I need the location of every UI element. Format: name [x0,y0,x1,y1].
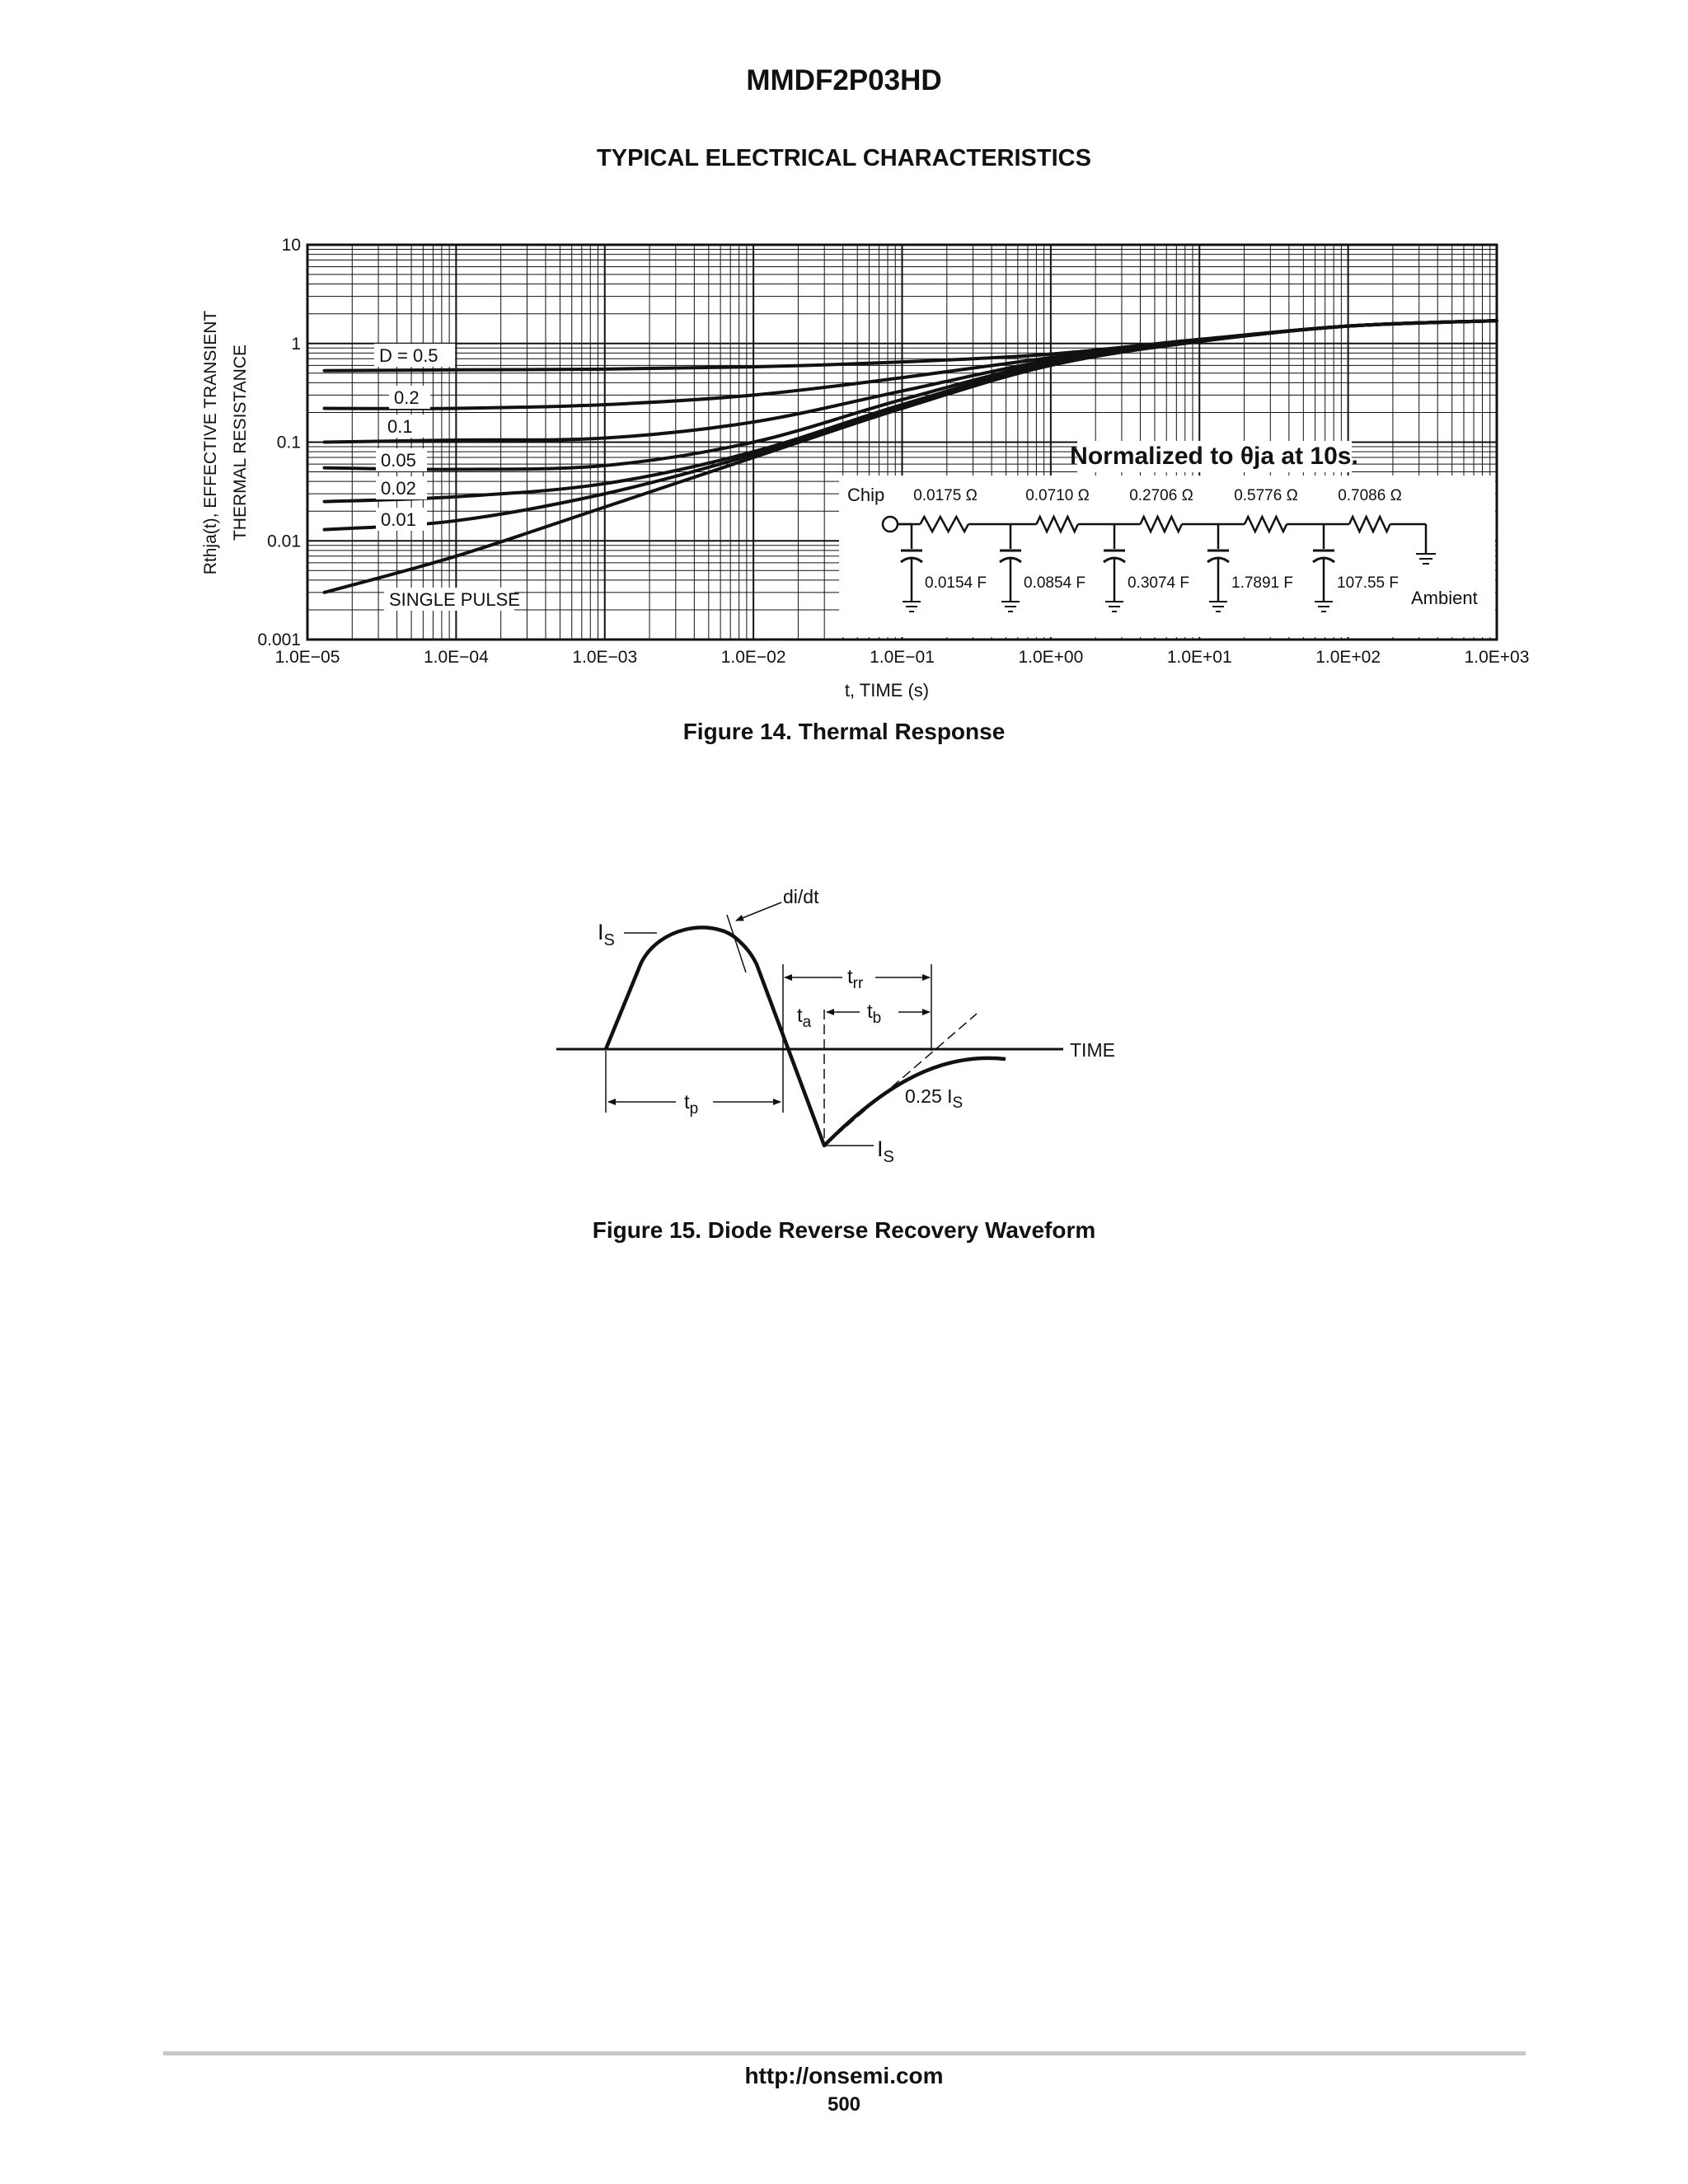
x-tick-label: 1.0E+01 [1166,648,1232,667]
quarter-is-label: 0.25 $I_S$ [905,1085,964,1112]
y-tick-label: 10 [281,236,301,255]
series-label: 0.1 [387,416,413,437]
didt-arrow [736,902,781,921]
x-axis-label: t, TIME (s) [844,680,930,701]
ambient-label: Ambient [1411,588,1478,608]
reverse-recovery-diagram [0,874,1688,1203]
didt-label: di/dt [783,886,819,907]
section-title: TYPICAL ELECTRICAL CHARACTERISTICS [597,145,1091,171]
resistor-value: 0.0710 Ω [1025,487,1090,504]
capacitor-value: 0.3074 F [1128,574,1189,592]
thermal-response-chart [0,0,1688,709]
series-label: SINGLE PULSE [389,589,520,610]
y-tick-labels [257,236,301,649]
resistor-value: 0.5776 Ω [1234,487,1298,504]
chip-label: Chip [847,485,885,505]
capacitor-value: 0.0854 F [1024,574,1085,592]
tp-label: $t_p$ [684,1091,699,1118]
recovery-slope-line [824,1014,977,1146]
series-label: 0.2 [394,387,420,408]
capacitor-value: 107.55 F [1337,574,1399,592]
resistor-value: 0.7086 Ω [1338,487,1402,504]
figure14-caption: Figure 14. Thermal Response [682,719,1006,744]
series-label: 0.05 [381,450,416,471]
x-tick-label: 1.0E−02 [720,648,786,667]
is-reverse-label: $I_S$ [877,1137,894,1166]
y-tick-label: 0.1 [276,433,301,452]
series-label: 0.01 [381,509,416,530]
is-peak-label: $I_S$ [598,920,615,949]
time-label: TIME [1070,1039,1115,1061]
x-tick-label: 1.0E−03 [572,648,638,667]
chip-node [883,517,898,532]
y-axis-label-line2: THERMAL RESISTANCE [231,344,250,541]
capacitor-value: 0.0154 F [925,574,987,592]
x-tick-label: 1.0E+02 [1315,648,1381,667]
figure15-caption: Figure 15. Diode Reverse Recovery Waveform [592,1217,1096,1243]
current-waveform [606,927,1006,1146]
x-tick-labels [275,648,1530,667]
y-axis-label-line1: Rthja(t), EFFECTIVE TRANSIENT [201,310,220,575]
series-label: 0.02 [381,478,416,499]
tb-label: $t_b$ [867,1001,882,1027]
x-tick-label: 1.0E−01 [870,648,935,667]
x-tick-label: 1.0E+03 [1464,648,1530,667]
footer-url[interactable]: http://onsemi.com [744,2063,944,2088]
resistor-value: 0.2706 Ω [1129,487,1193,504]
x-tick-label: 1.0E−05 [274,648,340,667]
y-tick-label: 0.001 [257,630,301,649]
x-tick-label: 1.0E+00 [1018,648,1084,667]
y-tick-label: 1 [291,334,301,354]
capacitor-value: 1.7891 F [1231,574,1293,592]
rc-network-inset [839,476,1495,637]
ta-label: $t_a$ [797,1005,812,1031]
x-tick-label: 1.0E−04 [423,648,489,667]
resistor-value: 0.0175 Ω [913,487,978,504]
trr-label: $t_{rr}$ [847,966,864,992]
series-line [325,321,1497,442]
y-tick-label: 0.01 [267,532,301,551]
part-number: MMDF2P03HD [746,64,942,96]
normalized-note: Normalized to θja at 10s. [1070,443,1358,470]
series-label: D = 0.5 [379,345,438,366]
footer-divider [163,2051,1526,2055]
page-number: 500 [827,2093,861,2116]
